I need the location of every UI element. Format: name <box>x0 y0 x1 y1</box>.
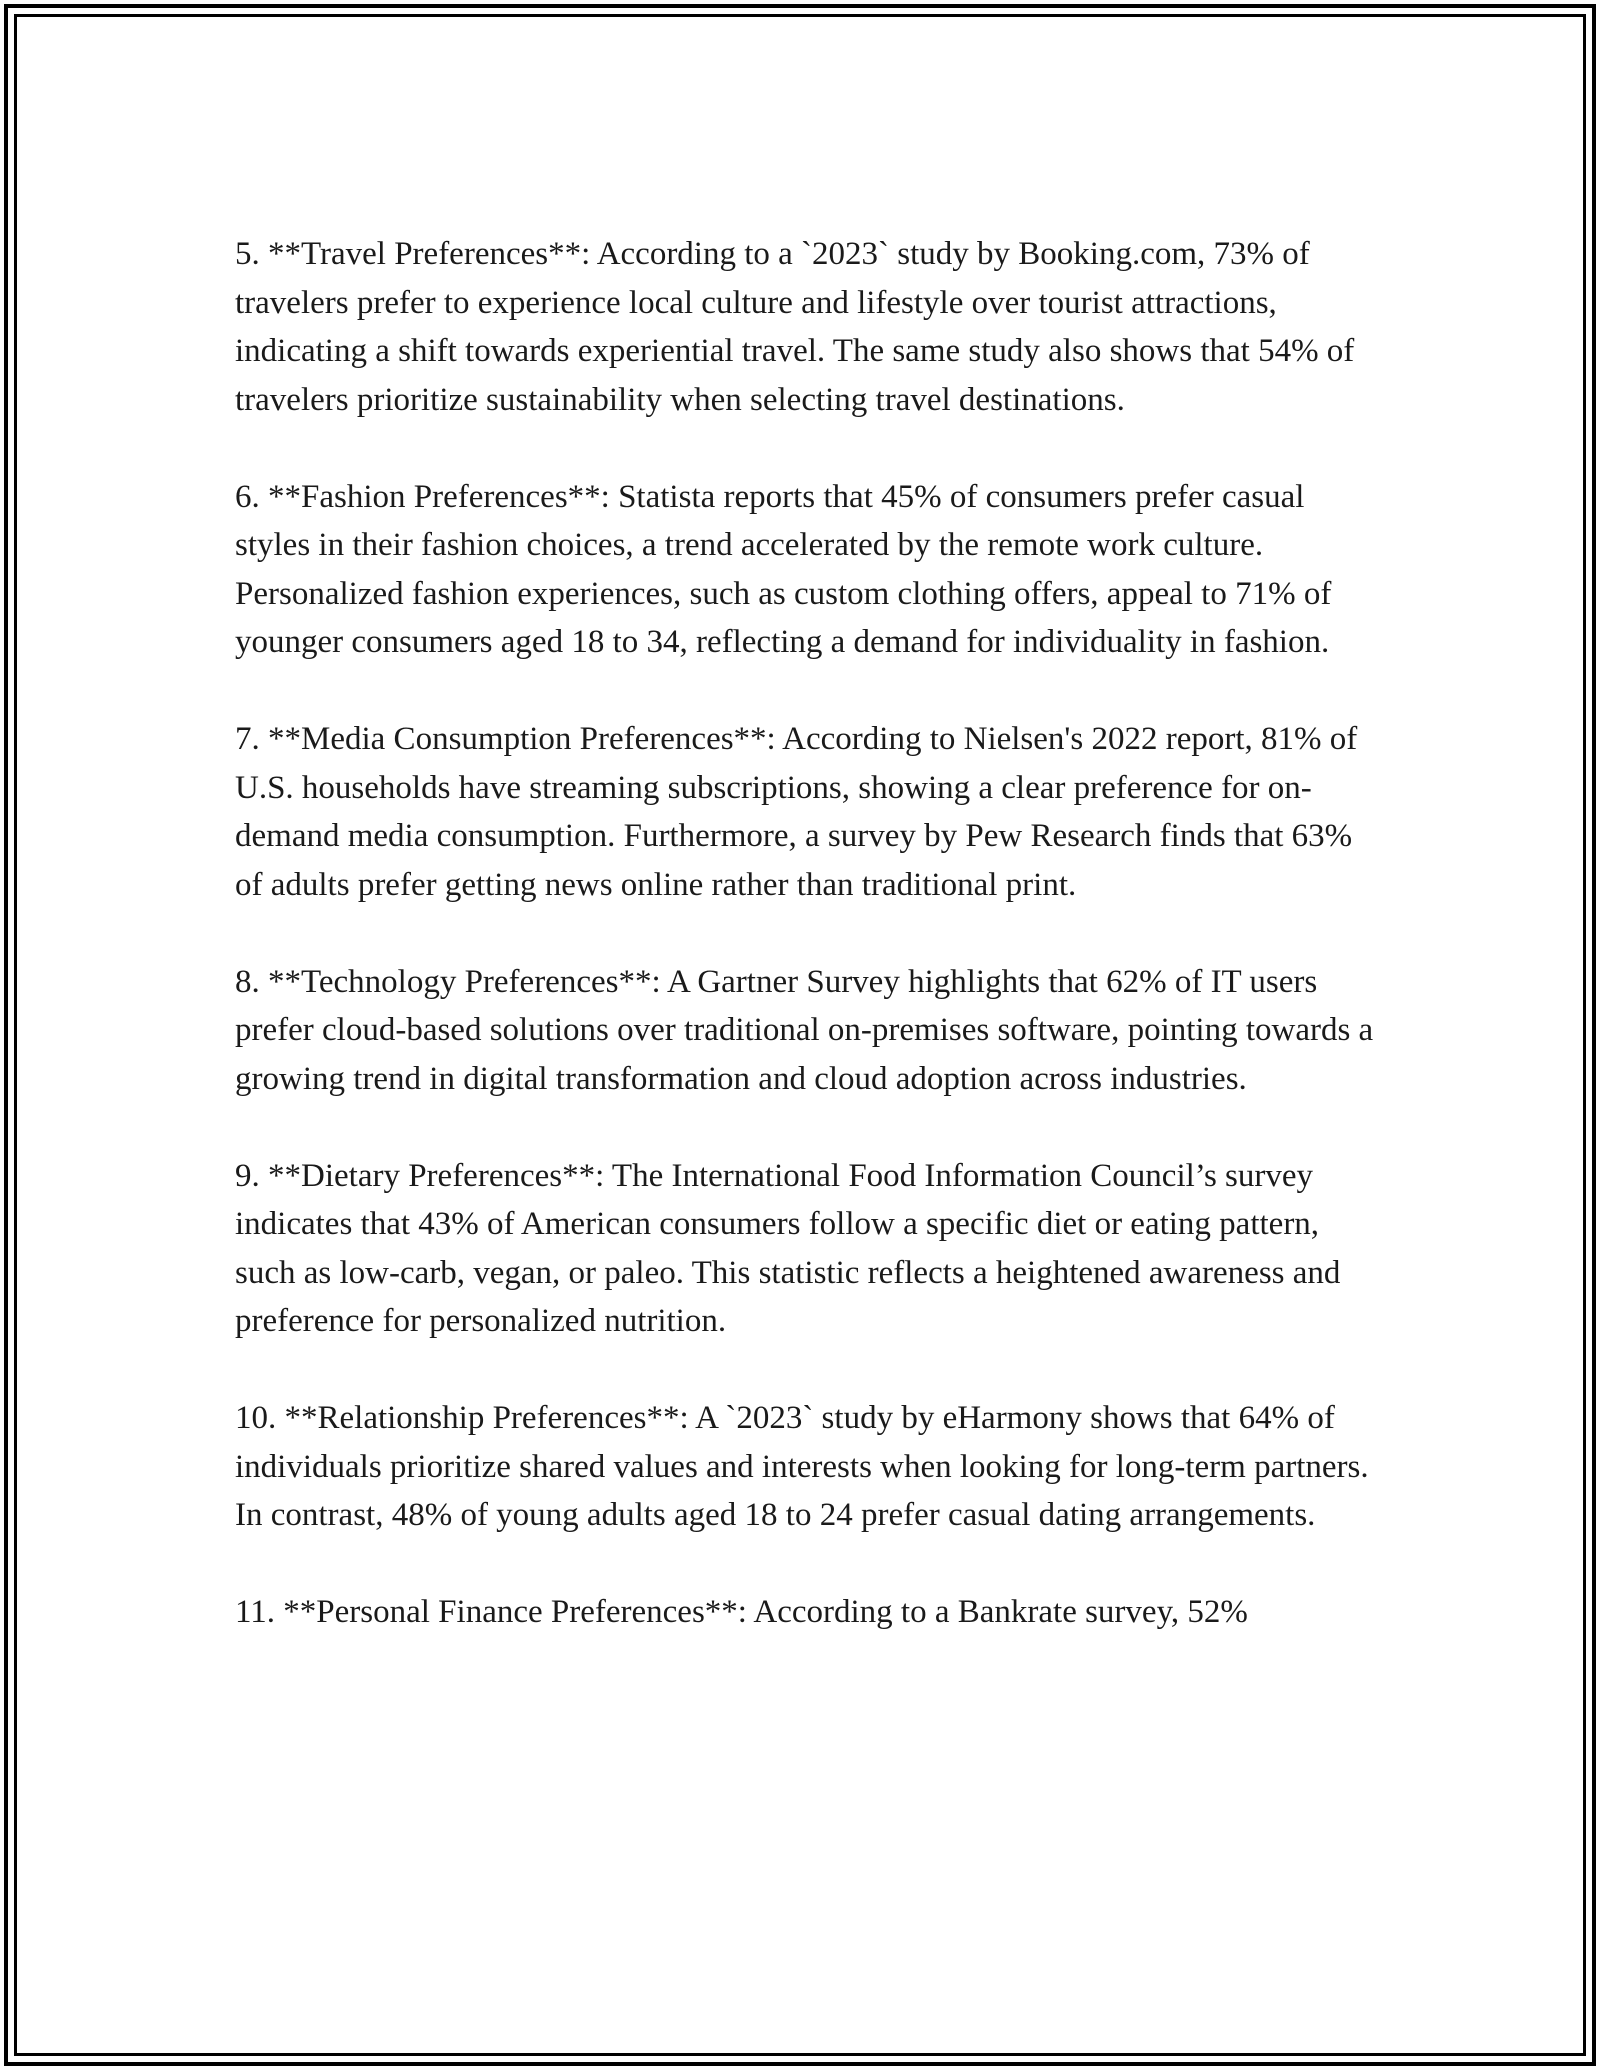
paragraph-relationship-preferences: 10. **Relationship Preferences**: A `2023` study by eHarmony shows that 64% of individuals prioritize shared values and interests when looking for long-term partners. In contrast, 48% of young adults aged 18 to 24 prefer casual dating arrangements. <box>235 1400 1369 1533</box>
paragraph-fashion-preferences: 6. **Fashion Preferences**: Statista reports that 45% of consumers prefer casual styles in their fashion choices, a trend accelerated by the remote work culture. Personalized fashion experiences, such as custom clothing offers, appeal to 71% of younger consumers aged 18 to 34, reflecting a demand for individuality in fashion. <box>235 478 1332 660</box>
paragraph-dietary-preferences: 9. **Dietary Preferences**: The International Food Information Council’s survey indicates that 43% of American consumers follow a specific diet or eating pattern, such as low-carb, vegan, or paleo. This statistic reflects a heightened awareness and preference for personalized nutrition. <box>235 1157 1341 1339</box>
paragraph-personal-finance-preferences: 11. **Personal Finance Preferences**: According to a Bankrate survey, 52% <box>235 1594 1248 1630</box>
document-body <box>235 230 1385 1637</box>
paragraph-media-consumption-preferences: 7. **Media Consumption Preferences**: According to Nielsen's 2022 report, 81% of U.S. households have streaming subscriptions, showing a clear preference for on-demand media consumption. Furthermore, a survey by Pew Research finds that 63% of adults prefer getting news online rather than traditional print. <box>235 721 1358 903</box>
paragraph-travel-preferences: 5. **Travel Preferences**: According to a `2023` study by Booking.com, 73% of travelers prefer to experience local culture and lifestyle over tourist attractions, indicating a shift towards experiential travel. The same study also shows that 54% of travelers prioritize sustainability when selecting travel destinations. <box>235 236 1355 418</box>
paragraph-technology-preferences: 8. **Technology Preferences**: A Gartner Survey highlights that 62% of IT users prefer cloud-based solutions over traditional on-premises software, pointing towards a growing trend in digital transformation and cloud adoption across industries. <box>235 963 1374 1097</box>
